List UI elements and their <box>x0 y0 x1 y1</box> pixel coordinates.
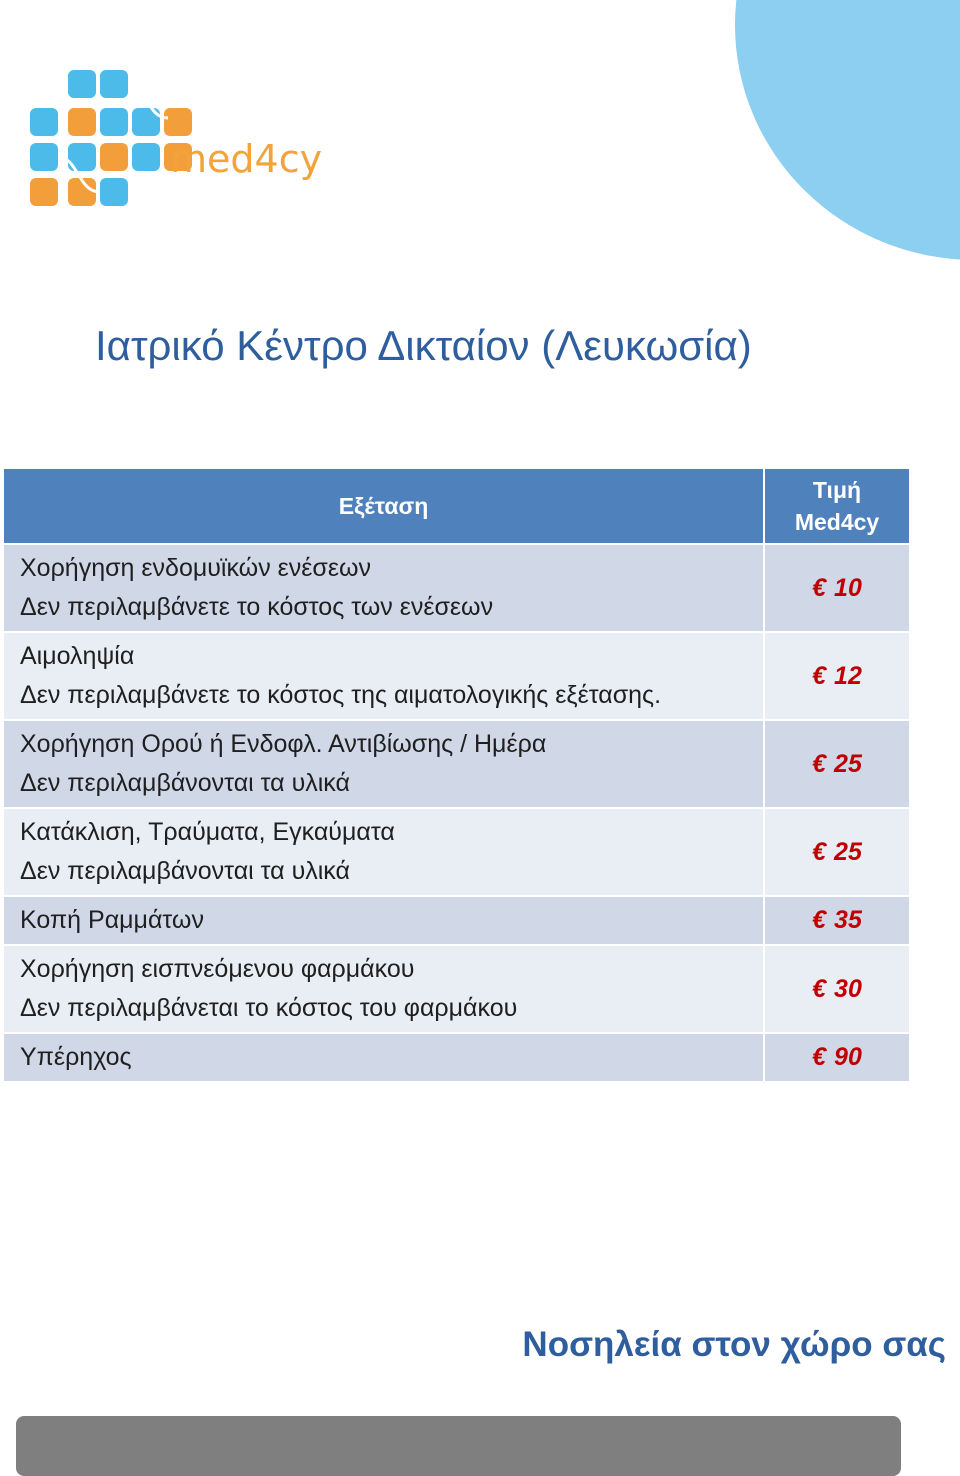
price-value: 12 <box>834 661 862 690</box>
table-row <box>3 945 910 1033</box>
price-value: 25 <box>834 837 862 866</box>
exam-cell <box>3 1033 764 1082</box>
euro-icon: € <box>812 837 827 866</box>
euro-icon: € <box>812 749 827 778</box>
exam-cell <box>3 632 764 720</box>
exam-cell <box>3 544 764 632</box>
med4cy-logo <box>28 68 328 213</box>
price-cell <box>764 720 910 808</box>
logo-cross-icon <box>30 70 192 206</box>
page-title: Ιατρικό Κέντρο Δικταίον (Λευκωσία) <box>95 322 752 369</box>
table-row <box>3 896 910 945</box>
home-care-heading: Νοσηλεία στον χώρο σας <box>522 1325 946 1364</box>
price-value: 10 <box>834 573 862 602</box>
euro-icon: € <box>812 974 827 1003</box>
price-value: 35 <box>834 906 862 934</box>
price-value: 25 <box>834 749 862 778</box>
exam-note: Δεν περιλαμβάνεται το κόστος του φαρμάκου <box>20 994 518 1022</box>
price-cell <box>764 808 910 896</box>
footer-bar <box>16 1416 901 1476</box>
table-row <box>3 720 910 808</box>
exam-name: Χορήγηση Ορού ή Ενδοφλ. Αντιβίωσης / Ημέρα <box>20 730 547 758</box>
exam-cell <box>3 896 764 945</box>
price-cell <box>764 544 910 632</box>
price-cell <box>764 945 910 1033</box>
exam-name: Κοπή Ραμμάτων <box>20 906 204 934</box>
exam-column-header: Εξέταση <box>3 468 764 544</box>
table-row <box>3 1033 910 1082</box>
exam-name: Αιμοληψία <box>20 642 135 670</box>
exam-name: Χορήγηση ενδομυϊκών ενέσεων <box>20 554 372 582</box>
euro-icon: € <box>812 573 827 602</box>
table-row <box>3 632 910 720</box>
price-header-line2: Med4cy <box>794 509 880 535</box>
exam-note: Δεν περιλαμβάνετε το κόστος των ενέσεων <box>20 593 494 621</box>
exam-note: Δεν περιλαμβάνονται τα υλικά <box>20 857 350 885</box>
table-header-row <box>3 468 910 544</box>
exam-cell <box>3 945 764 1033</box>
exam-name: Χορήγηση εισπνεόμενου φαρμάκου <box>20 955 415 983</box>
exam-note: Δεν περιλαμβάνονται τα υλικά <box>20 769 350 797</box>
euro-icon: € <box>812 906 827 934</box>
logo-text: med4cy <box>170 137 323 181</box>
table-row <box>3 544 910 632</box>
price-cell <box>764 896 910 945</box>
price-cell <box>764 1033 910 1082</box>
price-cell <box>764 632 910 720</box>
exam-cell <box>3 808 764 896</box>
price-header-line1: Τιμή <box>812 477 862 503</box>
euro-icon: € <box>812 1043 827 1071</box>
price-value: 90 <box>834 1043 862 1071</box>
price-value: 30 <box>834 974 862 1003</box>
price-column-header <box>764 468 910 544</box>
price-table <box>2 467 911 1083</box>
exam-name: Υπέρηχος <box>20 1043 132 1071</box>
exam-cell <box>3 720 764 808</box>
exam-note: Δεν περιλαμβάνετε το κόστος της αιματολογικής εξέτασης. <box>20 681 662 709</box>
decorative-blue-shape <box>735 0 960 260</box>
euro-icon: € <box>812 661 827 690</box>
table-row <box>3 808 910 896</box>
exam-name: Κατάκλιση, Τραύματα, Εγκαύματα <box>20 818 395 846</box>
